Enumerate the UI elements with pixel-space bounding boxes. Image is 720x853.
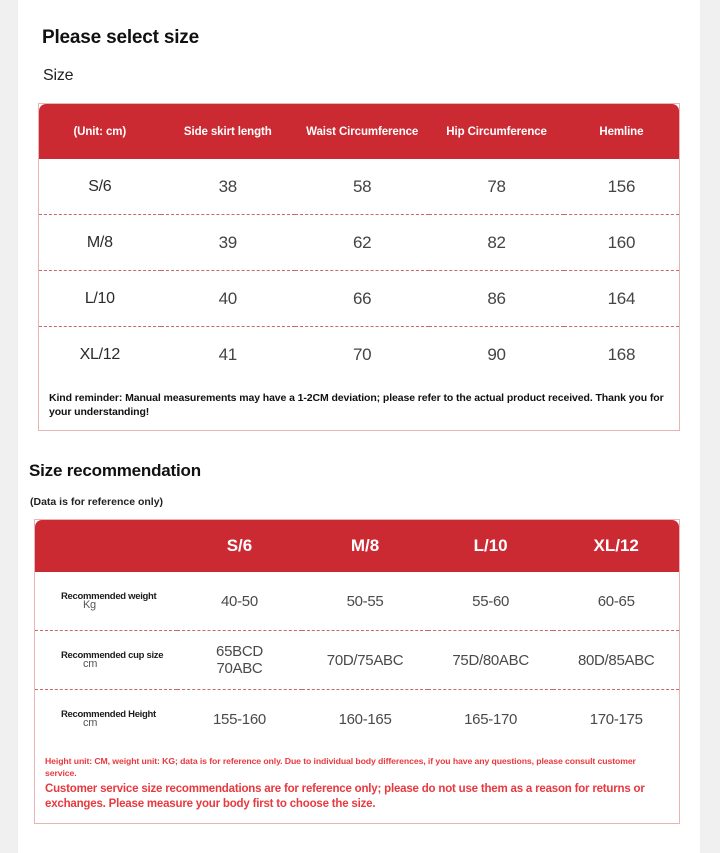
cell-height-m8: 160-165 [338,710,392,728]
table-row[interactable] [35,631,679,690]
table-row[interactable] [39,215,679,271]
table-row[interactable] [35,572,679,631]
column-header-waist-circumference: Waist Circumference [295,104,429,159]
column-header-l10: L/10 [428,520,554,572]
cell-weight-l10: 55-60 [428,572,554,631]
size-table-container [38,103,680,431]
cell-hemline: 160 [564,215,679,271]
cell-cup-l10: 75D/80ABC [428,631,554,690]
cell-cup-xl12: 80D/85ABC [553,631,679,690]
cell-cup-s6: 65BCD 70ABC [177,631,303,690]
column-header-hip-circumference: Hip Circumference [429,104,563,159]
recommendation-table-container [34,519,680,824]
cell-hip: 90 [487,344,506,364]
table-row[interactable] [39,271,679,327]
row-label-recommended-height [35,690,177,749]
cell-size: XL/12 [79,345,120,363]
cell-size: L/10 [39,271,161,327]
row-label-recommended-cup-size [35,631,177,690]
cell-side-skirt-length: 38 [161,159,295,215]
cell-size: S/6 [39,159,161,215]
cell-hemline: 164 [564,271,679,327]
cell-side-skirt-length: 40 [161,271,295,327]
cell-side-skirt-length: 41 [218,344,237,364]
column-header-hemline: Hemline [564,104,679,159]
row-label-text: Recommended cup size [61,649,164,661]
cell-size: M/8 [39,215,161,271]
cell-height-l10: 165-170 [464,710,518,728]
row-label-unit: cm [83,717,98,730]
size-section-label: Size [43,67,74,84]
size-table [39,104,679,382]
row-label-text: Recommended weight [61,590,157,602]
cell-weight-xl12: 60-65 [553,572,679,631]
cell-height-xl12: 170-175 [589,710,643,728]
column-header-unit: (Unit: cm) [39,104,161,159]
page-title: Please select size [42,27,199,48]
column-header-blank [35,520,177,572]
cell-hip: 78 [429,159,563,215]
column-header-side-skirt-length: Side skirt length [161,104,295,159]
cell-weight-s6: 40-50 [177,572,303,631]
recommendation-title: Size recommendation [29,461,201,480]
recommendation-table [35,520,679,748]
cell-side-skirt-length: 39 [161,215,295,271]
cell-hip: 86 [429,271,563,327]
recommendation-notes [35,748,679,823]
size-table-note: Kind reminder: Manual measurements may have a 1-2CM deviation; please refer to the actual product received. Thank you for your understanding! [49,392,664,418]
column-header-s6: S/6 [177,520,303,572]
row-label-text: Recommended Height [61,708,156,720]
table-header-row [39,104,679,159]
recommendation-table-header [35,520,679,572]
recommendation-note-disclaimer: Customer service size recommendations are for reference only; please do not use them as a reason for returns or exchanges. Please measure your body first to choose the size. [45,783,645,810]
row-label-unit: Kg [83,599,96,612]
cell-hemline: 168 [607,344,636,364]
recommendation-subtitle: (Data is for reference only) [30,496,164,508]
cell-hip: 82 [429,215,563,271]
column-header-xl12: XL/12 [553,520,679,572]
cell-height-s6: 155-160 [212,710,266,728]
size-table-header [39,104,679,159]
cell-weight-m8: 50-55 [302,572,428,631]
table-row[interactable] [39,159,679,215]
cell-waist: 62 [295,215,429,271]
recommendation-table-body [35,572,679,748]
row-label-recommended-weight [35,572,177,631]
table-header-row [35,520,679,572]
size-table-body [39,159,679,382]
table-row[interactable] [39,327,679,383]
row-label-unit: cm [83,658,98,671]
size-guide-card [18,0,700,853]
cell-hemline: 156 [564,159,679,215]
recommendation-note-units: Height unit: CM, weight unit: KG; data is for reference only. Due to individual body differences, if you have any questions, please consult customer service. [45,756,636,778]
cell-waist: 66 [295,271,429,327]
cell-waist: 70 [353,344,372,364]
table-row[interactable] [35,690,679,749]
column-header-m8: M/8 [302,520,428,572]
cell-cup-m8: 70D/75ABC [302,631,428,690]
cell-waist: 58 [295,159,429,215]
